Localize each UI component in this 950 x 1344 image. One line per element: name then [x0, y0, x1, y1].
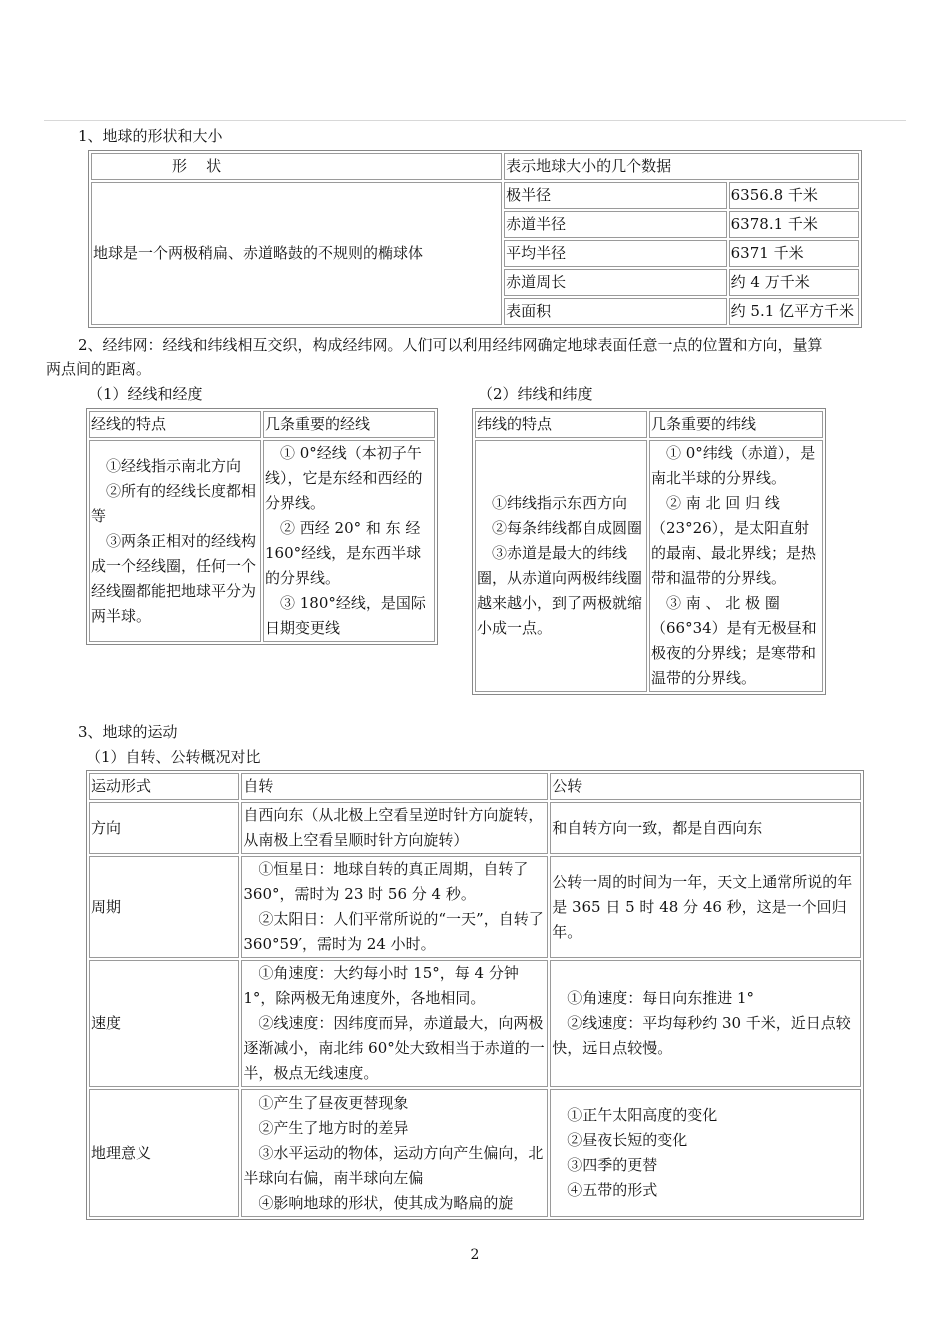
revolution-significance-text: ②昼夜长短的变化 — [567, 1131, 688, 1149]
parallel-feature: ①纬线指示东西方向 — [492, 494, 628, 512]
page-number: 2 — [470, 1247, 480, 1263]
meridian-subtitle: （1）经线和经度 — [88, 385, 203, 403]
rotation-speed-text: ①角速度：大约每小时 15°，每 4 分钟 1°，除两极无角速度外，各地相同。 — [243, 964, 519, 1007]
top-rule — [44, 120, 906, 121]
size-label: 赤道半径 — [504, 211, 727, 238]
revolution-significance-text: ①正午太阳高度的变化 — [567, 1106, 718, 1124]
size-value: 约 5.1 亿平方千米 — [729, 298, 859, 325]
motion-header-type: 运动形式 — [89, 773, 239, 800]
meridian-feature: ②所有的经线长度都相等 — [91, 481, 257, 525]
size-value: 6356.8 千米 — [729, 182, 859, 209]
revolution-direction-text: 和自转方向一致，都是自西向东 — [552, 818, 763, 837]
parallel-table — [472, 408, 826, 695]
revolution-speed-text: ①角速度：每日向东推进 1° — [567, 989, 755, 1007]
row-label-speed: 速度 — [89, 960, 239, 1087]
meridian-important: ① 0°经线（本初子午线），它是东经和西经的分界线。 — [265, 444, 423, 512]
meridian-feature: ①经线指示南北方向 — [106, 456, 242, 475]
parallel-important-cell — [649, 440, 823, 692]
meridian-important: ③ 180°经线，是国际日期变更线 — [265, 594, 426, 637]
size-label: 赤道周长 — [504, 269, 727, 296]
size-label: 表面积 — [504, 298, 727, 325]
revolution-period-text: 公转一周的时间为一年，天文上通常所说的年是 365 日 5 时 48 分 46 秒，这是一个回归年。 — [552, 872, 853, 941]
revolution-significance — [550, 1089, 861, 1217]
meridian-header-features: 经线的特点 — [89, 411, 261, 438]
revolution-significance-text: ③四季的更替 — [567, 1156, 658, 1174]
rotation-significance — [241, 1089, 548, 1217]
section2-paragraph-line2: 两点间的距离。 — [46, 360, 152, 378]
rotation-period — [241, 856, 548, 958]
rotation-significance-text: ②产生了地方时的差异 — [258, 1118, 409, 1137]
parallel-header-features: 纬线的特点 — [475, 411, 647, 438]
parallel-feature: ③赤道是最大的纬线圈，从赤道向两极纬线圈越来越小，到了两极就缩小成一点。 — [477, 544, 643, 637]
rotation-direction — [241, 802, 548, 854]
section2-paragraph-line1: 2、经纬网：经线和纬线相互交织，构成经纬网。人们可以利用经纬网确定地球表面任意一点的位置和方向，量算 — [78, 336, 823, 354]
section1-title: 1、地球的形状和大小 — [78, 127, 223, 145]
parallel-important: ② 南 北 回 归 线（23°26），是太阳直射的最南、最北界线；是热带和温带的分界线。 — [651, 494, 817, 587]
shape-description: 地球是一个两极稍扁、赤道略鼓的不规则的椭球体 — [91, 182, 502, 325]
revolution-direction — [550, 802, 861, 854]
rotation-period-text: ①恒星日：地球自转的真正周期，自转了 360°，需时为 23 时 56 分 4 秒。 — [243, 860, 529, 903]
rotation-significance-text: ③水平运动的物体，运动方向产生偏向，北半球向右偏，南半球向左偏 — [243, 1143, 544, 1187]
rotation-revolution-table — [86, 770, 864, 1220]
parallel-important: ③ 南 、 北 极 圈（66°34）是有无极昼和极夜的分界线；是寒带和温带的分界线。 — [651, 594, 817, 687]
revolution-period — [550, 856, 861, 958]
size-header: 表示地球大小的几个数据 — [504, 153, 859, 180]
size-value: 6378.1 千米 — [729, 211, 859, 238]
size-label: 平均半径 — [504, 240, 727, 267]
meridian-feature: ③两条正相对的经线构成一个经线圈，任何一个经线圈都能把地球平分为两半球。 — [91, 531, 257, 625]
meridian-features-cell — [89, 440, 261, 642]
rotation-direction-text: 自西向东（从北极上空看呈逆时针方向旋转，从南极上空看呈顺时针方向旋转） — [243, 806, 544, 849]
parallel-subtitle: （2）纬线和纬度 — [478, 385, 593, 403]
rotation-significance-text: ①产生了昼夜更替现象 — [258, 1093, 409, 1112]
parallel-header-important: 几条重要的纬线 — [649, 411, 823, 438]
meridian-important: ② 西经 20° 和 东 经 160°经线，是东西半球的分界线。 — [265, 519, 422, 587]
earth-shape-size-table — [88, 150, 862, 328]
parallel-important: ① 0°纬线（赤道），是南北半球的分界线。 — [651, 444, 816, 487]
motion-header-rotation: 自转 — [241, 773, 548, 800]
meridian-table — [86, 408, 438, 645]
parallel-feature: ②每条纬线都自成圆圈 — [492, 519, 643, 537]
row-label-period: 周期 — [89, 856, 239, 958]
row-label-significance: 地理意义 — [89, 1089, 239, 1217]
rotation-speed — [241, 960, 548, 1087]
revolution-speed — [550, 960, 861, 1087]
section3-subtitle: （1）自转、公转概况对比 — [86, 748, 261, 766]
meridian-important-cell — [263, 440, 435, 642]
size-label: 极半径 — [504, 182, 727, 209]
meridian-header-important: 几条重要的经线 — [263, 411, 435, 438]
rotation-speed-text: ②线速度：因纬度而异，赤道最大，向两极逐渐减小，南北纬 60°处大致相当于赤道的一半，极点无线速度。 — [243, 1014, 545, 1082]
revolution-speed-text: ②线速度：平均每秒约 30 千米，近日点较快，远日点较慢。 — [552, 1014, 851, 1057]
rotation-significance-text: ④影响地球的形状，使其成为略扁的旋 — [258, 1193, 514, 1212]
motion-header-revolution: 公转 — [550, 773, 861, 800]
shape-header: 形 状 — [91, 153, 502, 180]
parallel-features-cell — [475, 440, 647, 692]
rotation-period-text: ②太阳日：人们平常所说的“一天”，自转了 360°59′，需时为 24 小时。 — [243, 910, 544, 953]
section3-title: 3、地球的运动 — [78, 723, 178, 741]
row-label-direction: 方向 — [89, 802, 239, 854]
size-value: 约 4 万千米 — [729, 269, 859, 296]
revolution-significance-text: ④五带的形式 — [567, 1181, 658, 1199]
size-value: 6371 千米 — [729, 240, 859, 267]
